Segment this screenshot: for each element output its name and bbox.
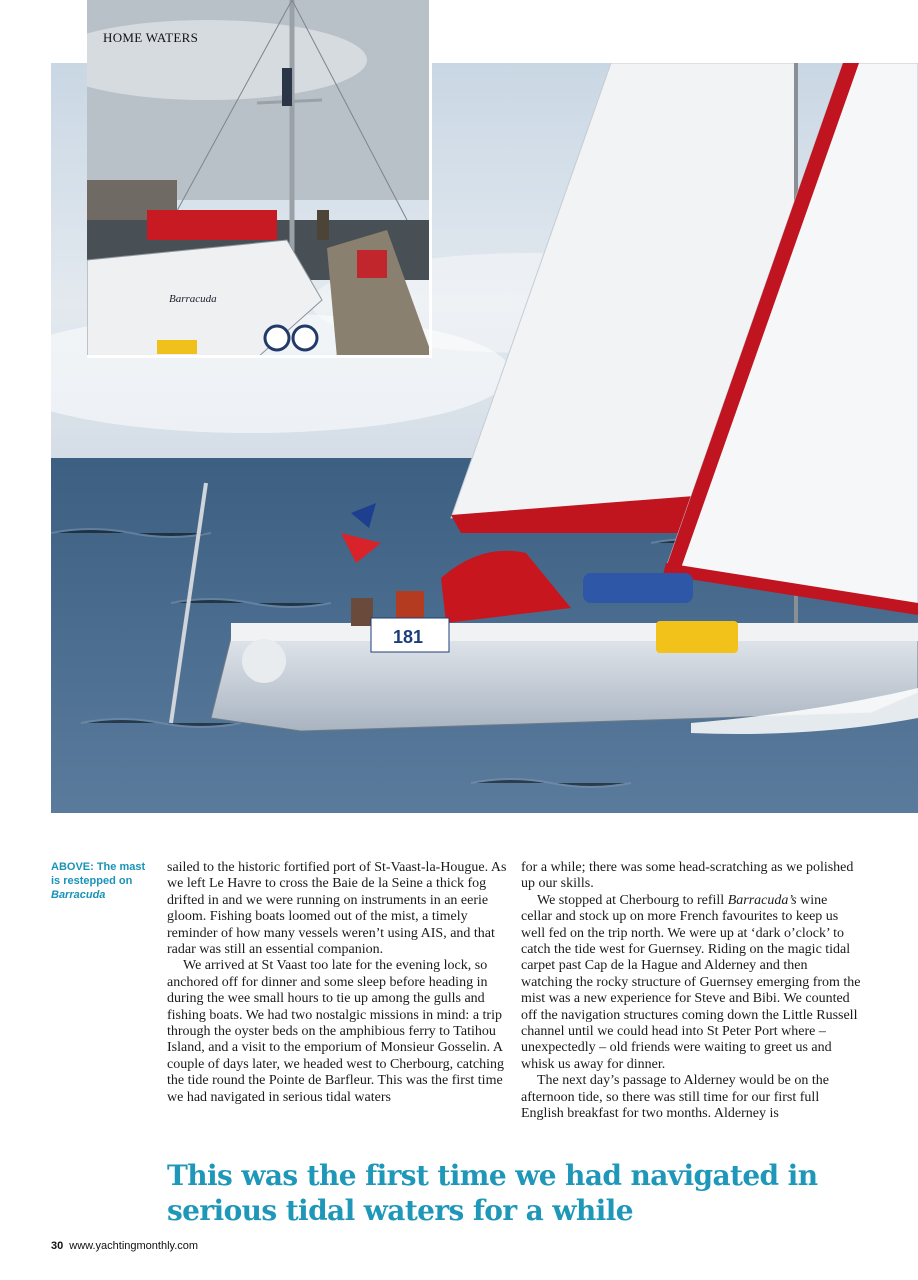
paragraph: We arrived at St Vaast too late for the evening lock, so anchored off for dinner and some sleep before heading in during the wee small hours to tie up among the gulls and fishing boats. We had two nostalgic missions in mind: a trip through the oyster beds on the amphibious ferry to Tatihou Island, and a visit to the emporium of Monsieur Gosselin. A couple of days later, we headed west to Cherbourg, catching the tide round the Pointe de Barfleur. This was the first time we had navigated in serious tidal waters	[167, 958, 505, 1105]
inset-photo	[87, 0, 432, 358]
paragraph-text: We stopped at Cherbourg to refill	[537, 892, 728, 908]
paragraph: for a while; there was some head-scratching as we polished up our skills.	[521, 860, 854, 892]
article-column-2	[521, 860, 861, 1123]
pull-quote: This was the first time we had navigated in serious tidal waters for a while	[167, 1159, 818, 1227]
sail-number: 181	[393, 627, 424, 647]
section-label: HOME WATERS	[103, 30, 199, 45]
article-column-1	[167, 860, 507, 1106]
paragraph: The next day’s passage to Alderney would be on the afternoon tide, so there was still time for our first full English breakfast for two months. Alderney is	[521, 1073, 829, 1122]
paragraph	[521, 893, 861, 1073]
paragraph-text: wine cellar and stock up on more French favourites to keep us well fed on the trip north. We were up at ‘dark o’clock’ to catch the tide west for Guernsey. Riding on the magic tidal carpet past Cap de la Hague and Alderney and then watching the rocky structure of Guernsey emerging from the mist was a new experience for Steve and Bibi. We counted off the navigation structures coming down the Little Russell channel until we could head into St Peter Port where – unexpectedly – old friends were waiting to greet us and whisk us away for dinner.	[521, 892, 861, 1072]
paragraph: sailed to the historic fortified port of St-Vaast-la-Hougue. As we left Le Havre to cross the Baie de la Seine a thick fog drifted in and we were running on instruments in an eerie gloom. Fishing boats loomed out of the mist, a timely reminder of how many vessels weren’t using AIS, and that radar was still an essential companion.	[167, 860, 507, 958]
website: www.yachtingmonthly.com	[69, 1240, 199, 1252]
caption-lead: ABOVE:	[51, 861, 94, 873]
boat-name-italic: Barracuda’s	[727, 892, 797, 908]
caption-boat-name: Barracuda	[51, 889, 106, 901]
page-number: 30	[51, 1240, 64, 1252]
page-footer	[51, 1240, 198, 1252]
photo-caption	[51, 860, 151, 902]
boat-name: Barracuda	[169, 293, 217, 305]
caption-text: The mast is restepped on	[51, 861, 146, 887]
